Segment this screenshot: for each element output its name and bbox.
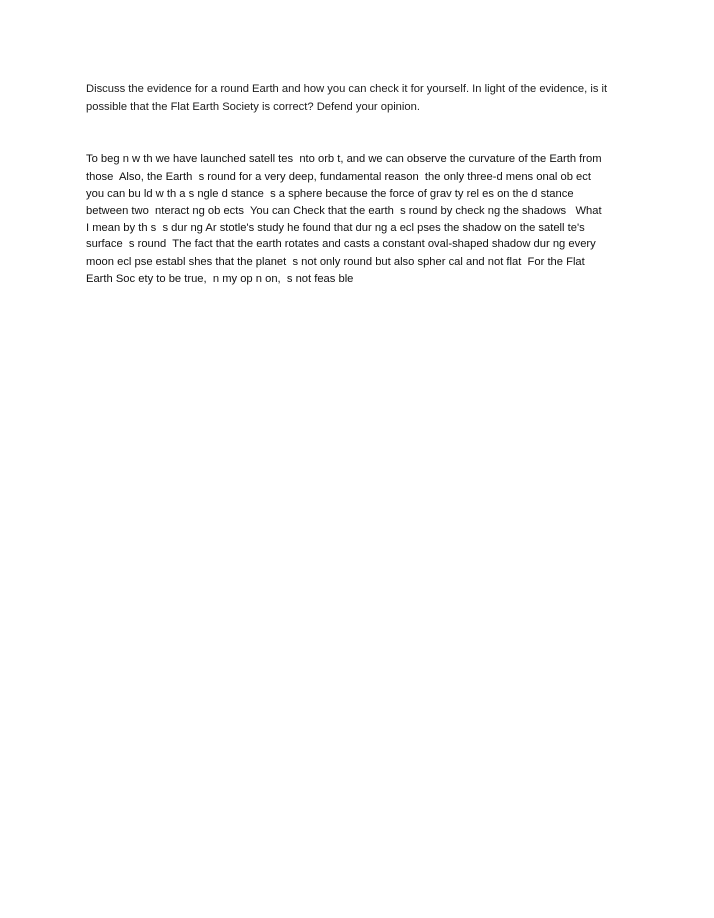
answer-line: Earth Soc ety to be true, n my op n on, s not feas ble: [86, 273, 354, 285]
prompt-line: possible that the Flat Earth Society is correct? Defend your opinion.: [86, 101, 420, 113]
answer-line: surface s round The fact that the earth rotates and casts a constant oval-shaped shadow dur ng every: [86, 238, 596, 250]
answer-line: those Also, the Earth s round for a very deep, fundamental reason the only three-d mens onal ob ect: [86, 171, 591, 183]
answer-line: moon ecl pse establ shes that the planet s not only round but also spher cal and not flat For the Flat: [86, 256, 585, 268]
answer-line: To beg n w th we have launched satell tes nto orb t, and we can observe the curvature of the Earth from: [86, 153, 602, 165]
answer-line: I mean by th s s dur ng Ar stotle's study he found that dur ng a ecl pses the shadow on the satell te's: [86, 222, 585, 234]
answer-line: between two nteract ng ob ects You can Check that the earth s round by check ng the shadows What: [86, 205, 602, 217]
answer-line: you can bu ld w th a s ngle d stance s a sphere because the force of grav ty rel es on the d stance: [86, 188, 574, 200]
prompt-line: Discuss the evidence for a round Earth and how you can check it for yourself. In light of the evidence, is it: [86, 83, 608, 95]
